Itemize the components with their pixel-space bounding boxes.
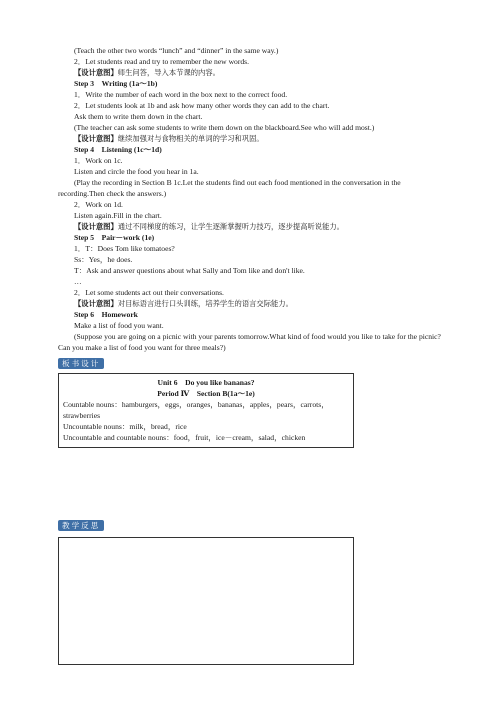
step-heading: Step 4 Listening (1c～1d) — [74, 145, 162, 154]
text-line: Make a list of food you want. — [74, 321, 164, 330]
board-uncountable: Uncountable nouns：milk，bread，rice — [63, 422, 187, 431]
text-line: 1．Work on 1c. — [74, 156, 123, 165]
text-line: (The teacher can ask some students to write them down on the blackboard.See who will add most.) — [74, 123, 375, 132]
text-line: 1．Write the number of each word in the box next to the correct food. — [74, 90, 288, 99]
text-line: T：Ask and answer questions about what Sally and Tom like and don't like. — [74, 266, 305, 275]
text-line: 2．Let some students act out their conversations. — [74, 288, 224, 297]
text-line: Listen again.Fill in the chart. — [74, 211, 162, 220]
design-intent-line — [58, 133, 442, 144]
design-intent-text: 通过不同梯度的练习，让学生逐渐掌握听力技巧，逐步提高听说能力。 — [117, 222, 344, 231]
design-intent-tag: 【设计意图】 — [74, 134, 118, 143]
design-intent-tag: 【设计意图】 — [74, 222, 118, 231]
design-intent-tag: 【设计意图】 — [74, 68, 118, 77]
design-intent-text: 师生问答，导入本节课的内容。 — [117, 68, 220, 77]
design-intent-line — [58, 298, 442, 309]
design-intent-text: 对目标语言进行口头训练，培养学生的语言交际能力。 — [117, 299, 293, 308]
text-paragraph: (Play the recording in Section B 1c.Let the students find out each food mentioned in the conversation in the recording.Then check the answers.) — [58, 178, 401, 198]
step-heading: Step 5 Pair－work (1e) — [74, 233, 155, 242]
design-intent-line — [58, 221, 442, 232]
board-title: Unit 6 Do you like bananas? — [157, 378, 255, 387]
text-line: Listen and circle the food you hear in 1a. — [74, 167, 199, 176]
board-countable: Countable nouns：hamburgers，eggs，oranges，bananas，apples，pears，carrots，strawberries — [63, 400, 329, 420]
step-heading: Step 3 Writing (1a～1b) — [74, 79, 158, 88]
text-line: Ask them to write them down in the chart. — [74, 112, 203, 121]
text-paragraph: (Suppose you are going on a picnic with your parents tomorrow.What kind of food would you like to take for the picnic? Can you make a list of food you want for three meals?) — [58, 332, 441, 352]
text-line: 2．Let students read and try to remember the new words. — [74, 57, 250, 66]
step-heading: Step 6 Homework — [74, 310, 138, 319]
board-both: Uncountable and countable nouns：food，fruit，ice－cream，salad，chicken — [63, 433, 306, 442]
design-intent-line — [58, 67, 442, 78]
reflection-banner: 教学反思 — [58, 520, 104, 531]
blackboard-design-box — [58, 373, 354, 448]
lesson-plan-body — [58, 45, 442, 448]
board-period: Period Ⅳ Section B(1a～1e) — [157, 389, 255, 398]
text-line: 2．Work on 1d. — [74, 200, 123, 209]
text-line: 2．Let students look at 1b and ask how many other words they can add to the chart. — [74, 101, 330, 110]
design-intent-tag: 【设计意图】 — [74, 299, 118, 308]
reflection-box — [58, 537, 354, 665]
text-line: Ss：Yes，he does. — [74, 255, 133, 264]
design-intent-text: 继续加强对与食物相关的单词的学习和巩固。 — [117, 134, 264, 143]
board-design-banner: 板书设计 — [58, 358, 104, 369]
ellipsis: … — [74, 277, 82, 286]
text-line: (Teach the other two words “lunch” and “dinner” in the same way.) — [74, 46, 279, 55]
text-line: 1．T：Does Tom like tomatoes? — [74, 244, 175, 253]
